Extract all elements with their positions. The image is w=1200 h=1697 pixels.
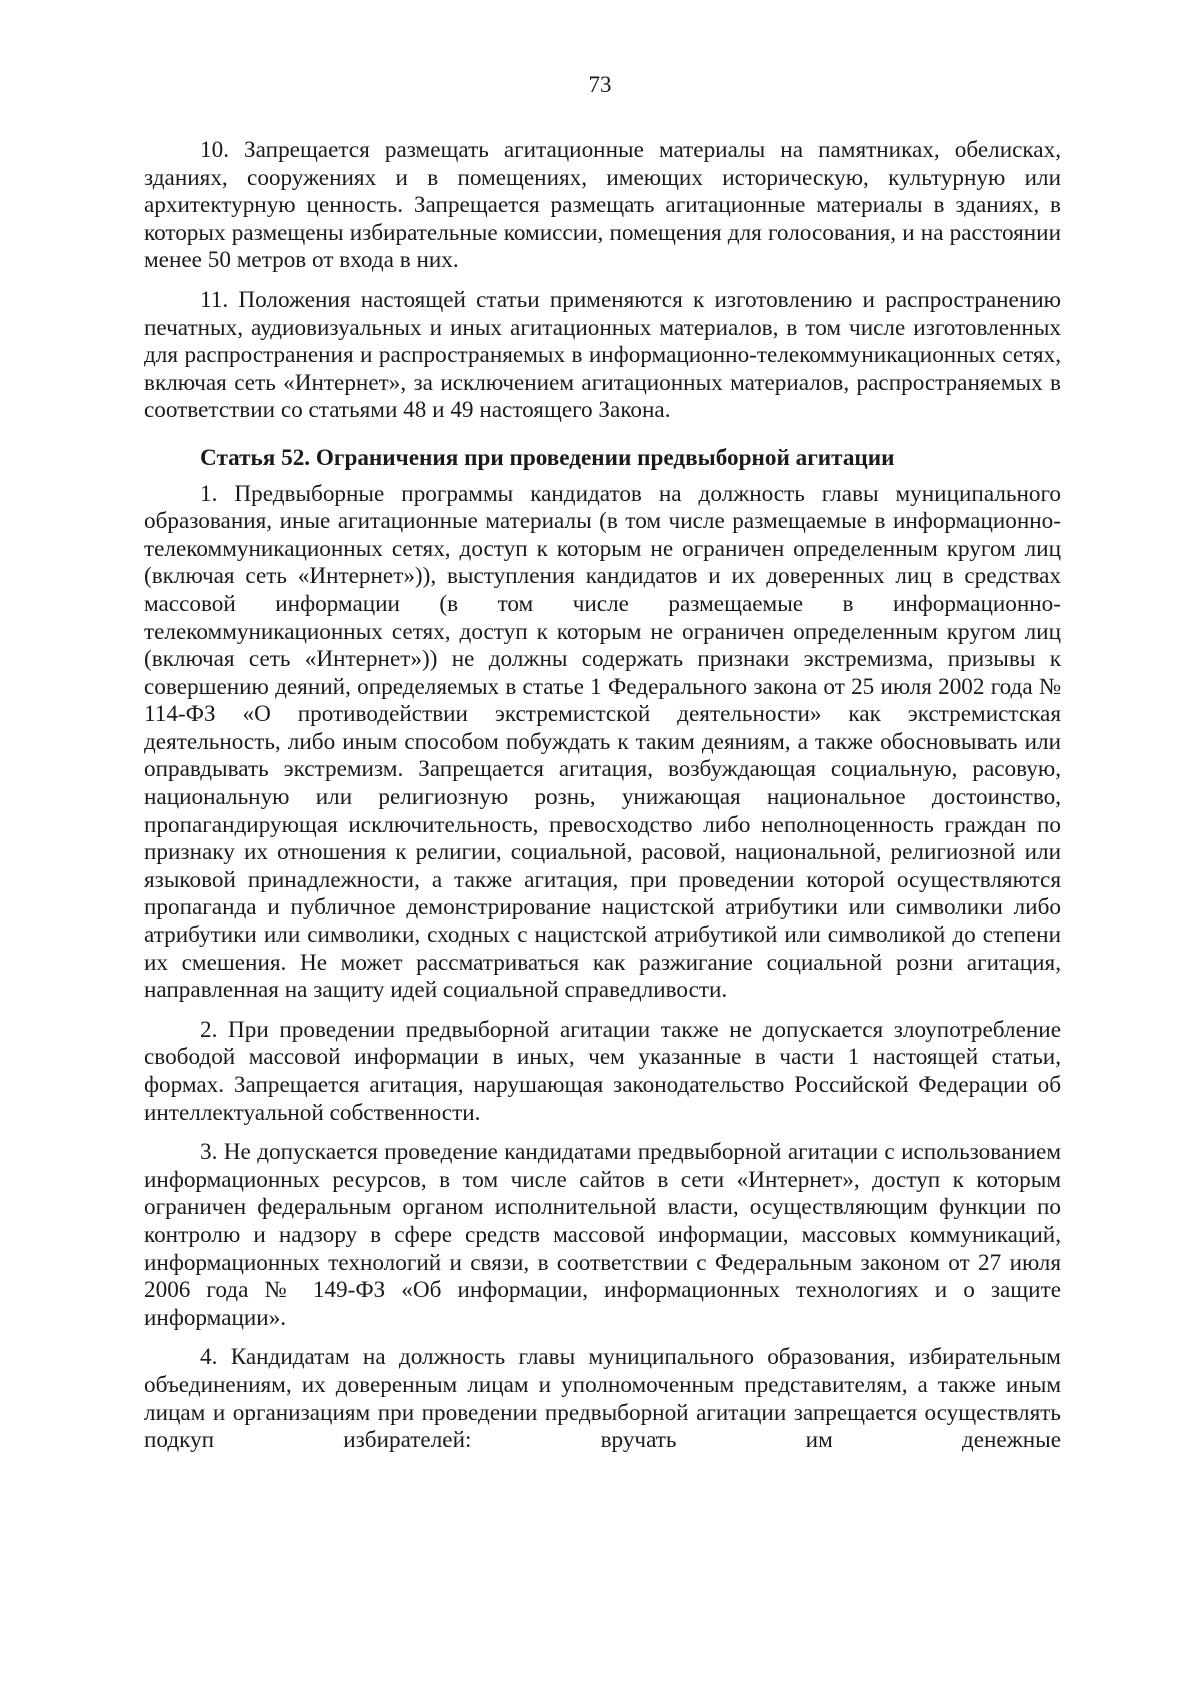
article-heading: Статья 52. Ограничения при проведении предвыборной агитации [200, 444, 895, 471]
document-body [144, 137, 1061, 1467]
article-52-paragraph-1: 1. Предвыборные программы кандидатов на должность главы муниципального образования, иные агитационные материалы (в том числе размещаемые в информационно-телекоммуникационных сетях, доступ к которым не ограничен определенным кругом лиц (включая сеть «Интернет»)), выступления кандидатов и их доверенных лиц в средствах массовой информации (в том числе размещаемые в информационно-телекоммуникационных сетях, доступ к которым не ограничен определенным кругом лиц (включая сеть «Интернет»)) не должны содержать признаки экстремизма, призывы к совершению деяний, определяемых в статье 1 Федерального закона от 25 июля 2002 года № 114-ФЗ «О противодействии экстремистской деятельности» как экстремистская деятельность, либо иным способом побуждать к таким деяниям, а также обосновывать или оправдывать экстремизм. Запрещается агитация, возбуждающая социальную, расовую, национальную или религиозную рознь, унижающая национальное достоинство, пропагандирующая исключительность, превосходство либо неполноценность граждан по признаку их отношения к религии, социальной, расовой, национальной, религиозной или языковой принадлежности, а также агитация, при проведении которой осуществляются пропаганда и публичное демонстрирование нацистской атрибутики или символики либо атрибутики или символики, сходных с нацистской атрибутикой или символикой до степени их смешения. Не может рассматриваться как разжигание социальной розни агитация, направленная на защиту идей социальной справедливости. [144, 480, 1061, 1004]
article-52-paragraph-3: 3. Не допускается проведение кандидатами предвыборной агитации с использованием информационных ресурсов, в том числе сайтов в сети «Интернет», доступ к которым ограничен федеральным органом исполнительной власти, осуществляющим функции по контролю и надзору в сфере средств массовой информации, массовых коммуникаций, информационных технологий и связи, в соответствии с Федеральным законом от 27 июля 2006 года № 149-ФЗ «Об информации, информационных технологиях и о защите информации». [144, 1139, 1061, 1331]
paragraph-11: 11. Положения настоящей статьи применяются к изготовлению и распространению печатных, аудиовизуальных и иных агитационных материалов, в том числе изготовленных для распространения и распространяемых в информационно-телекоммуникационных сетях, включая сеть «Интернет», за исключением агитационных материалов, распространяемых в соответствии со статьями 48 и 49 настоящего Закона. [144, 286, 1061, 424]
page-number: 73 [588, 72, 612, 97]
article-52-paragraph-4: 4. Кандидатам на должность главы муниципального образования, избирательным объединениям, их доверенным лицам и уполномоченным представителям, а также иным лицам и организациям при проведении предвыборной агитации запрещается осуществлять подкуп избирателей: вручать им денежные [144, 1344, 1061, 1454]
article-52-paragraph-2: 2. При проведении предвыборной агитации также не допускается злоупотребление свободой массовой информации в иных, чем указанные в части 1 настоящей статьи, формах. Запрещается агитация, нарушающая законодательство Российской Федерации об интеллектуальной собственности. [144, 1016, 1061, 1126]
paragraph-10: 10. Запрещается размещать агитационные материалы на памятниках, обелисках, зданиях, сооружениях и в помещениях, имеющих историческую, культурную или архитектурную ценность. Запрещается размещать агитационные материалы в зданиях, в которых размещены избирательные комиссии, помещения для голосования, и на расстоянии менее 50 метров от входа в них. [144, 137, 1061, 274]
